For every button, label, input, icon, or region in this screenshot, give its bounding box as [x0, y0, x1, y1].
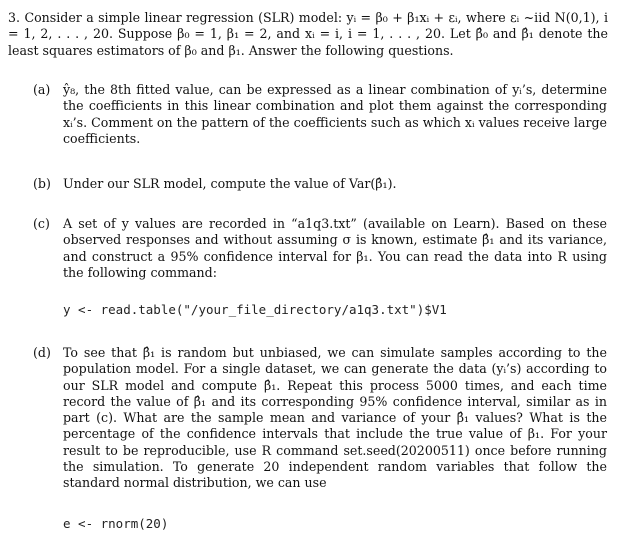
part-c — [33, 216, 607, 281]
part-d-label: (d) — [33, 345, 51, 360]
part-a — [33, 82, 607, 147]
part-d-text: To see that β̂₁ is random but unbiased, we can simulate samples according to the population model. For a single dataset, we can generate the data (yᵢ’s) according to our SLR model and compute β̂₁. Repeat this process 5000 times, and each time record the value of β̂₁ and its corresponding 95% confidence interval, similar as in part (c). What are the sample mean and variance of your β̂₁ values? What is the percentage of the confidence intervals that include the true value of β₁. For your result to be reproducible, use R command set.seed(20200511) once before running the simulation. To generate 20 independent random variables that follow the standard normal distribution, we can use — [63, 345, 607, 491]
part-b — [33, 176, 607, 192]
question-number: 3. — [8, 10, 21, 25]
part-a-text: ŷ₈, the 8th fitted value, can be expressed as a linear combination of yᵢ’s, determine the coefficients in this linear combination and plot them against the corresponding xᵢ’s. Comment on the pattern of the coefficients such as which xᵢ values receive large coefficients. — [63, 82, 607, 146]
part-c-code: y <- read.table("/your_file_directory/a1q3.txt")$V1 — [63, 302, 447, 317]
part-a-label: (a) — [33, 82, 51, 97]
part-c-text: A set of y values are recorded in “a1q3.txt” (available on Learn). Based on these observed responses and without assuming σ is known, estimate β̂₁ and its variance, and construct a 95% confidence interval for β₁. You can read the data into R using the following command: — [63, 216, 607, 280]
part-b-text: Under our SLR model, compute the value of Var(β̂₁). — [63, 176, 397, 191]
question-text: Consider a simple linear regression (SLR) model: yᵢ = β₀ + β₁xᵢ + εᵢ, where εᵢ ~iid N(0,1), i = 1, 2, . . . , 20. Suppose β₀ = 1, β₁ = 2, and xᵢ = i, i = 1, . . . , 20. Let β̂₀ and β̂₁ denote the least squares estimators of β₀ and β₁. Answer the following questions. — [8, 10, 608, 58]
part-c-label: (c) — [33, 216, 50, 231]
question-3 — [8, 10, 608, 59]
part-d-code: e <- rnorm(20) — [63, 516, 169, 531]
part-d — [33, 345, 607, 492]
part-b-label: (b) — [33, 176, 51, 191]
